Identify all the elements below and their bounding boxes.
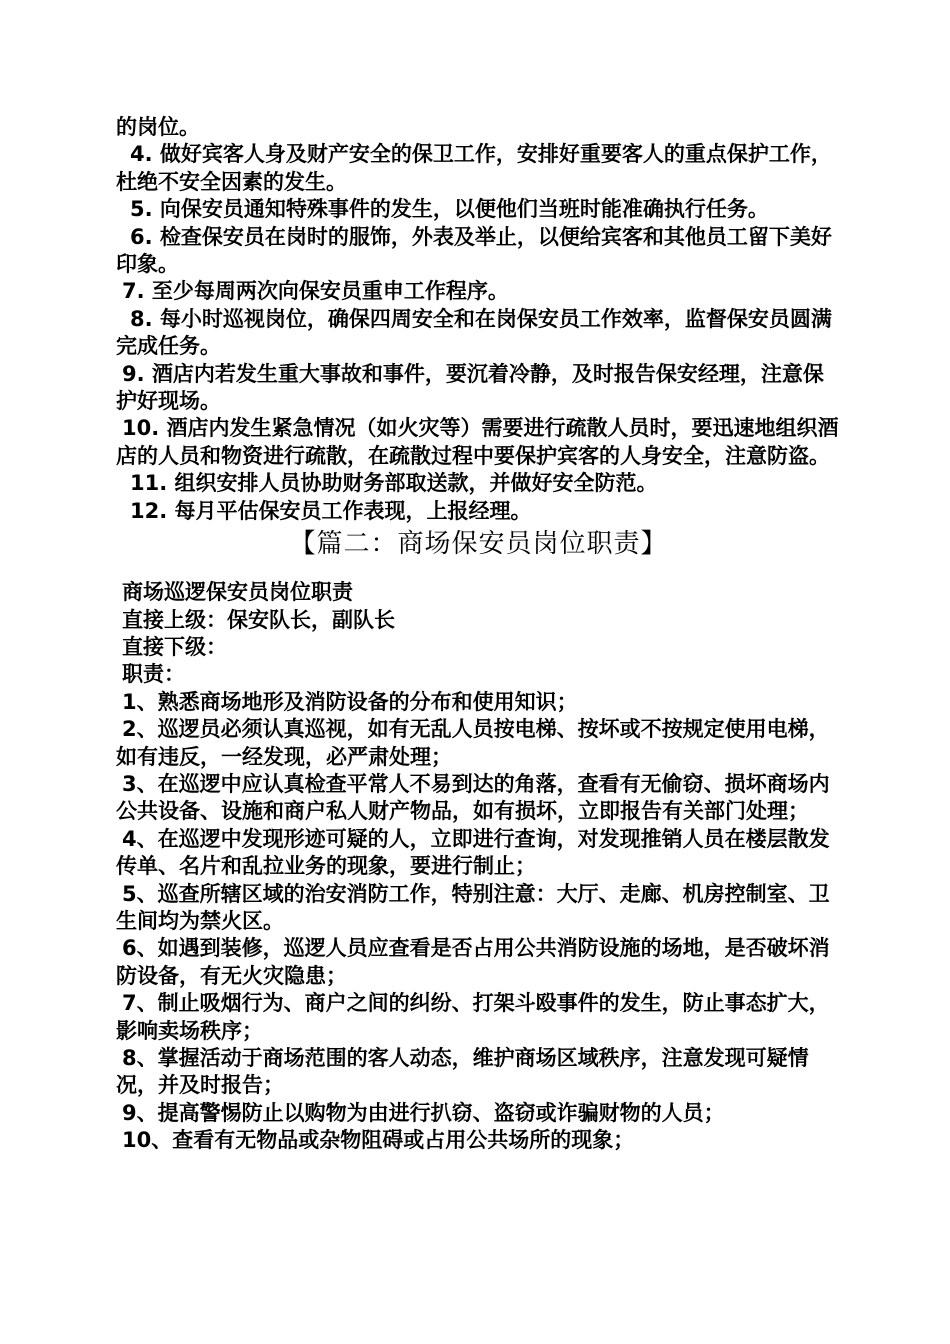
- duty-item-1: 1、熟悉商场地形及消防设备的分布和使用知识；: [122, 689, 578, 714]
- paragraph-item-10: 10. 酒店内发生紧急情况（如火灾等）需要进行疏散人员时，要迅速地组织酒店的人员和物资进行疏散，在疏散过程中要保护宾客的人身安全，注意防盗。: [116, 416, 839, 468]
- paragraph-item-6: 6. 检查保安员在岗时的服饰，外表及举止，以便给宾客和其他员工留下美好印象。: [116, 224, 832, 277]
- direct-superior: 直接上级：保安队长，副队长: [122, 607, 395, 632]
- paragraph-item-5: 5. 向保安员通知特殊事件的发生，以便他们当班时能准确执行任务。: [130, 197, 769, 222]
- document-body: [116, 114, 841, 1155]
- duty-item-4: 4、在巡逻中发现形迹可疑的人，立即进行查询，对发现推销人员在楼层散发传单、名片和乱拉业务的现象，要进行制止；: [116, 826, 830, 879]
- duty-item-5: 5、巡查所辖区域的治安消防工作，特别注意：大厅、走廊、机房控制室、卫生间均为禁火区。: [116, 881, 830, 933]
- duty-item-9: 9、提高警惕防止以购物为由进行扒窃、盗窃或诈骗财物的人员；: [122, 1100, 725, 1125]
- paragraph-item-11: 11. 组织安排人员协助财务部取送款，并做好安全防范。: [130, 471, 658, 496]
- duty-item-6: 6、如遇到装修，巡逻人员应查看是否占用公共消防设施的场地，是否破坏消防设备，有无火灾隐患；: [116, 936, 830, 988]
- duty-item-2: 2、巡逻员必须认真巡视，如有无乱人员按电梯、按坏或不按规定使用电梯，如有违反，一经发现，必严肃处理；: [116, 717, 830, 769]
- section-heading: 【篇二：商场保安员岗位职责】: [289, 529, 668, 560]
- paragraph-item-4: 4. 做好宾客人身及财产安全的保卫工作，安排好重要客人的重点保护工作，杜绝不安全因素的发生。: [116, 142, 832, 194]
- section-hotel-security-duties: [116, 114, 841, 525]
- duty-item-8: 8、掌握活动于商场范围的客人动态，维护商场区域秩序，注意发现可疑情况，并及时报告；: [116, 1046, 809, 1098]
- duties-label: 职责：: [122, 662, 185, 687]
- paragraph-item-9: 9. 酒店内若发生重大事故和事件，要沉着冷静，及时报告保安经理，注意保护好现场。: [116, 361, 824, 414]
- paragraph-continuation: 的岗位。: [116, 115, 200, 139]
- paragraph-item-12: 12. 每月平估保安员工作表现，上报经理。: [130, 498, 532, 523]
- paragraph-item-8: 8. 每小时巡视岗位，确保四周安全和在岗保安员工作效率，监督保安员圆满完成任务。: [116, 306, 832, 359]
- duty-item-3: 3、在巡逻中应认真检查平常人不易到达的角落，查看有无偷窃、损坏商场内公共设备、设施和商户私人财产物品，如有损坏，立即报告有关部门处理；: [116, 771, 830, 824]
- duty-item-7: 7、制止吸烟行为、商户之间的纠纷、打架斗殴事件的发生，防止事态扩大，影响卖场秩序；: [116, 991, 830, 1043]
- position-title: 商场巡逻保安员岗位职责: [122, 580, 353, 605]
- paragraph-item-7: 7. 至少每周两次向保安员重申工作程序。: [122, 279, 509, 304]
- section-mall-security-duties: [116, 579, 841, 1155]
- direct-subordinate: 直接下级：: [122, 634, 227, 659]
- duty-item-10: 10、查看有无物品或杂物阻碍或占用公共场所的现象；: [122, 1128, 635, 1153]
